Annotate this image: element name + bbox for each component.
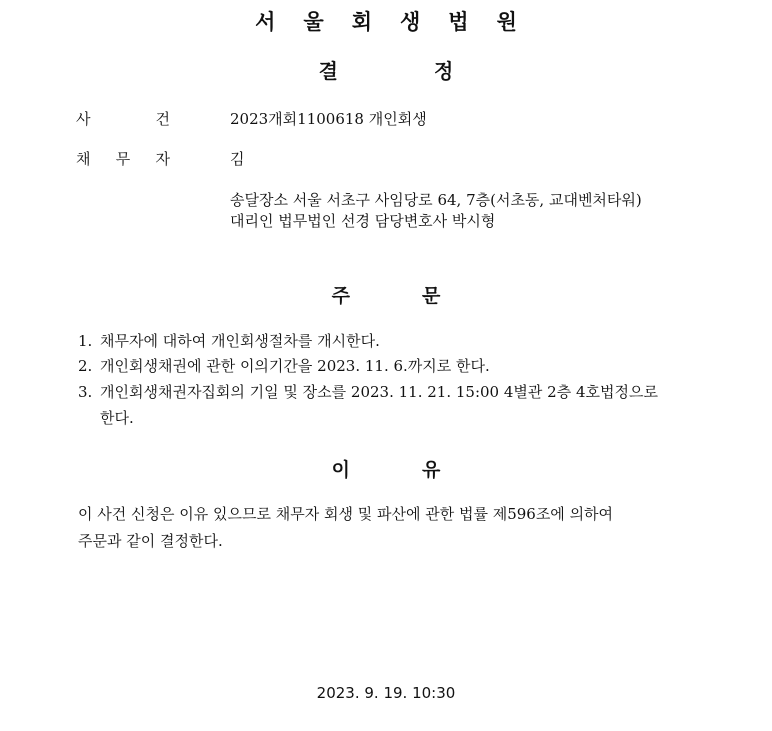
- reason-text: 이 사건 신청은 이유 있으므로 채무자 회생 및 파산에 관한 법률 제596조에 의하여: [78, 505, 614, 523]
- reason-heading-char: 유: [422, 459, 441, 481]
- order-heading-char: 주: [331, 285, 350, 307]
- reason-heading: [0, 455, 772, 482]
- court-name-char: 회: [351, 10, 372, 34]
- court-name-char: 서: [255, 10, 276, 34]
- order-text-continued: 한다.: [100, 409, 134, 427]
- decision-date: 2023. 9. 19. 10:30: [316, 684, 456, 702]
- case-number: 2023개회1100618 개인회생: [230, 110, 427, 128]
- court-name-char: 원: [496, 10, 517, 34]
- case-label-char: 사: [76, 110, 91, 128]
- debtor-label-char: 무: [115, 150, 131, 168]
- order-text: 개인회생채권에 관한 이의기간을 2023. 11. 6.까지로 한다.: [100, 357, 490, 375]
- debtor-label-char: 자: [155, 150, 170, 168]
- debtor-name: 김: [230, 150, 245, 168]
- reason-text: 주문과 같이 결정한다.: [78, 532, 223, 550]
- service-address: 송달장소 서울 서초구 사임당로 64, 7층(서초동, 교대벤처타워): [230, 191, 642, 209]
- case-label: [76, 108, 170, 129]
- order-number: 2.: [78, 357, 93, 375]
- order-heading-char: 문: [422, 285, 441, 307]
- reason-heading-char: 이: [331, 459, 350, 481]
- order-text: 개인회생채권자집회의 기일 및 장소를 2023. 11. 21. 15:00 4별관 2층 4호법정으로: [100, 383, 658, 401]
- court-name-char: 울: [303, 10, 324, 34]
- order-heading: [0, 281, 772, 308]
- legal-agent: 대리인 법무법인 선경 담당변호사 박시형: [230, 212, 496, 230]
- court-name-char: 법: [448, 10, 469, 34]
- order-item: [78, 381, 658, 402]
- court-name-char: 생: [400, 10, 421, 34]
- court-name: [0, 6, 772, 36]
- order-number: 3.: [78, 383, 93, 401]
- document-title: [0, 55, 772, 84]
- order-item: [78, 330, 380, 351]
- document-title-char: 결: [318, 59, 338, 83]
- document-title-char: 정: [434, 59, 454, 83]
- order-number: 1.: [78, 332, 93, 350]
- case-label-char: 건: [155, 110, 170, 128]
- debtor-label: [76, 148, 170, 169]
- order-text: 채무자에 대하여 개인회생절차를 개시한다.: [100, 332, 380, 350]
- order-item: [78, 355, 490, 376]
- debtor-label-char: 채: [76, 150, 91, 168]
